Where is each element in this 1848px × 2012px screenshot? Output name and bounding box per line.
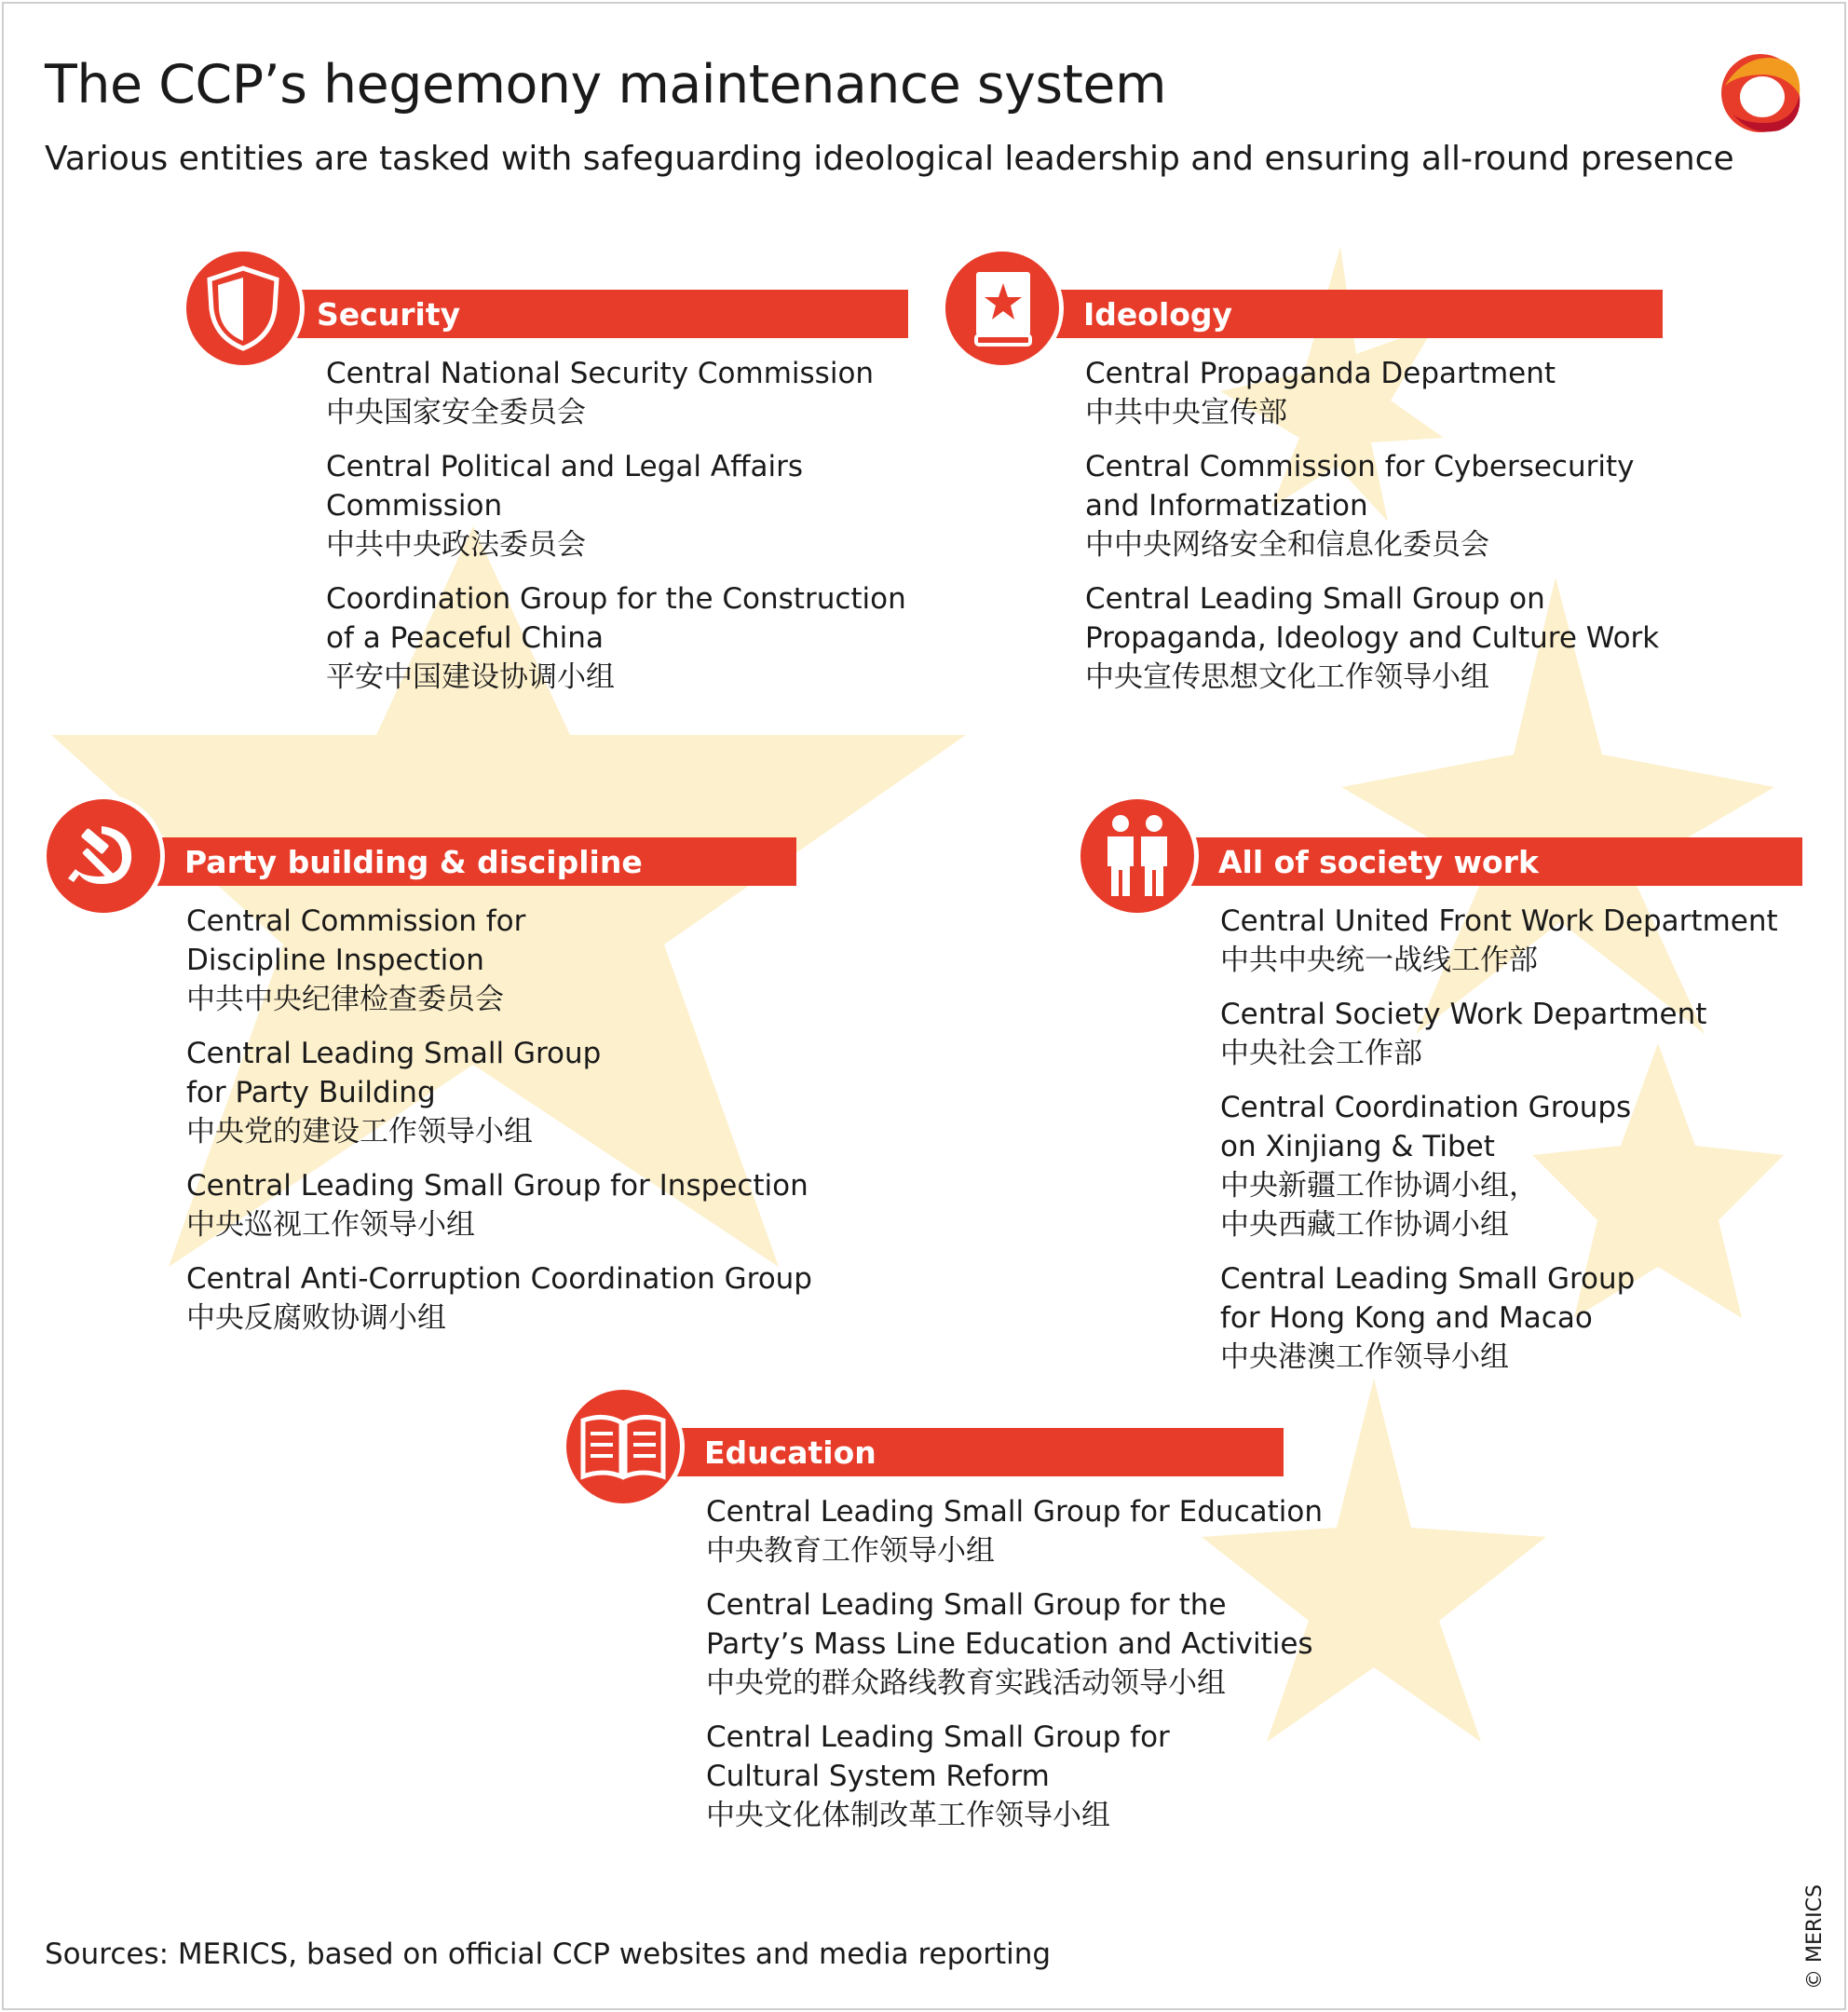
list-item: [1220, 995, 1798, 1073]
party-icon-circle: [42, 795, 165, 918]
ideology-list: [1085, 354, 1700, 712]
page-title: The CCP’s hegemony maintenance system: [45, 54, 1166, 116]
entity-name-zh: 中央党的群众路线教育实践活动领导小组: [706, 1666, 1226, 1700]
entity-name-zh: 中央港澳工作领导小组: [1220, 1340, 1509, 1374]
entity-name-zh: 中共中央宣传部: [1085, 396, 1287, 429]
party-list: [186, 902, 857, 1353]
list-item: [1085, 447, 1700, 564]
entity-name-en: Central National Security Commission: [326, 357, 875, 390]
entity-name-zh: 中央党的建设工作领导小组: [186, 1115, 533, 1149]
education-icon-circle: [562, 1385, 685, 1508]
list-item: [326, 354, 922, 432]
society-label: All of society work: [1218, 844, 1539, 880]
education-bar: [669, 1428, 1284, 1476]
ideology-bar: [1048, 290, 1663, 338]
list-item: [1220, 1259, 1798, 1377]
security-label: Security: [317, 296, 461, 333]
entity-name-en: Central Propaganda Department: [1085, 357, 1556, 390]
entity-name-zh: 中央教育工作领导小组: [706, 1534, 995, 1568]
open-book-icon: [578, 1411, 669, 1482]
list-item: [706, 1585, 1358, 1703]
society-bar: [1183, 837, 1802, 886]
entity-name-en: Central Leading Small Group on Propaganda, Ideology and Culture Work: [1085, 582, 1660, 655]
ideology-icon-circle: [941, 247, 1064, 370]
entity-name-zh: 中央宣传思想文化工作领导小组: [1085, 660, 1489, 694]
entity-name-zh: 中央国家安全委员会: [326, 396, 586, 429]
education-list: [706, 1492, 1358, 1850]
entity-name-en: Central Leading Small Group for Hong Kong and Macao: [1220, 1262, 1636, 1335]
list-item: [186, 1259, 857, 1338]
education-label: Education: [704, 1434, 876, 1471]
people-icon: [1098, 812, 1176, 900]
entity-name-zh: 平安中国建设协调小组: [326, 660, 615, 694]
list-item: [1085, 579, 1700, 697]
security-list: [326, 354, 922, 712]
society-list: [1220, 902, 1798, 1392]
party-bar: [149, 837, 796, 886]
entity-name-zh: 中央文化体制改革工作领导小组: [706, 1799, 1110, 1832]
entity-name-zh: 中央新疆工作协调小组， 中央西藏工作协调小组: [1220, 1169, 1538, 1242]
shield-icon: [204, 265, 282, 352]
entity-name-zh: 中共中央统一战线工作部: [1220, 944, 1538, 977]
entity-name-zh: 中共中央政法委员会: [326, 528, 586, 562]
entity-name-zh: 中央反腐败协调小组: [186, 1301, 446, 1335]
list-item: [186, 902, 857, 1019]
page-subtitle: Various entities are tasked with safeguarding ideological leadership and ensuring all-round presence: [45, 140, 1734, 178]
entity-name-zh: 中央巡视工作领导小组: [186, 1208, 475, 1242]
security-bar: [289, 290, 908, 338]
list-item: [1220, 902, 1798, 980]
list-item: [1085, 354, 1700, 432]
hammer-sickle-icon: [64, 817, 143, 895]
ideology-label: Ideology: [1083, 296, 1233, 333]
entity-name-en: Central Commission for Discipline Inspection: [186, 904, 526, 977]
copyright: © MERICS: [1803, 1884, 1827, 1990]
star-book-icon: [963, 266, 1041, 350]
entity-name-en: Central Anti-Corruption Coordination Group: [186, 1262, 812, 1296]
source-note: Sources: MERICS, based on official CCP websites and media reporting: [45, 1937, 1052, 1971]
entity-name-zh: 中中央网络安全和信息化委员会: [1085, 528, 1489, 562]
list-item: [1220, 1088, 1798, 1244]
entity-name-zh: 中共中央纪律检查委员会: [186, 983, 504, 1016]
entity-name-en: Central Leading Small Group for Party Building: [186, 1037, 602, 1109]
list-item: [706, 1492, 1358, 1570]
list-item: [186, 1166, 857, 1244]
security-icon-circle: [182, 247, 305, 370]
entity-name-en: Central Commission for Cybersecurity and Informatization: [1085, 450, 1635, 523]
list-item: [326, 447, 922, 564]
party-label: Party building & discipline: [184, 844, 643, 880]
entity-name-en: Central United Front Work Department: [1220, 904, 1778, 938]
entity-name-en: Central Leading Small Group for the Party’s Mass Line Education and Activities: [706, 1588, 1313, 1661]
entity-name-en: Central Leading Small Group for Cultural System Reform: [706, 1720, 1170, 1793]
entity-name-en: Central Leading Small Group for Education: [706, 1495, 1323, 1529]
list-item: [186, 1034, 857, 1151]
entity-name-en: Central Coordination Groups on Xinjiang & Tibet: [1220, 1091, 1632, 1163]
merics-logo: [1714, 48, 1807, 142]
society-icon-circle: [1076, 795, 1199, 918]
entity-name-zh: 中央社会工作部: [1220, 1037, 1422, 1070]
list-item: [706, 1718, 1358, 1835]
entity-name-en: Central Political and Legal Affairs Commission: [326, 450, 803, 523]
list-item: [326, 579, 922, 697]
entity-name-en: Central Leading Small Group for Inspection: [186, 1169, 808, 1203]
entity-name-en: Coordination Group for the Construction of a Peaceful China: [326, 582, 906, 655]
entity-name-en: Central Society Work Department: [1220, 998, 1707, 1031]
